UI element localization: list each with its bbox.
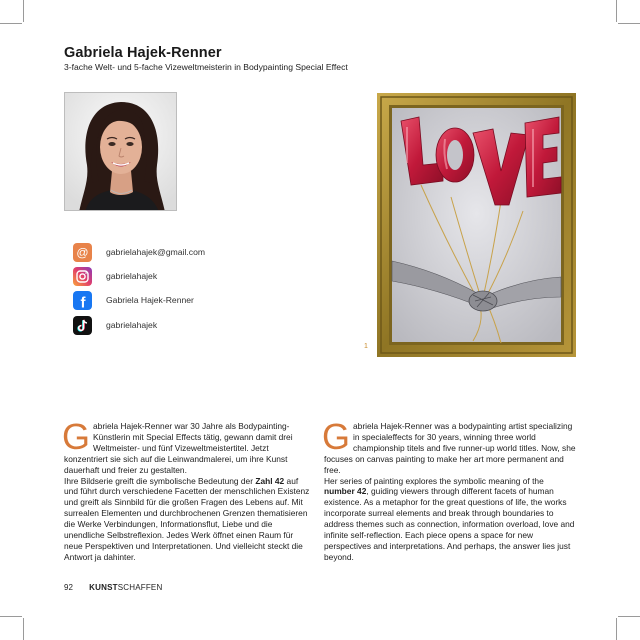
contact-instagram[interactable] [73, 266, 333, 286]
contact-tiktok[interactable] [73, 315, 333, 335]
contact-tiktok-text[interactable]: gabrielahajek [106, 320, 158, 330]
article-german [62, 416, 312, 563]
email-icon [73, 243, 92, 262]
page-subtitle: 3-fache Welt- und 5-fache Vizeweltmeisterin in Bodypainting Special Effect [64, 62, 348, 72]
article-english-body: Her series of painting explores the symbolic meaning of the number 42, guiding viewers through different facets of human existence. As a metaphor for the great questions of life, the works incorporate surreal elements and break through boundaries to address themes such as connection, information overload, love and infinite self-reflection. Each piece opens a space for new perspectives and interpretations. And perhaps, the answer lies just beyond. [324, 475, 575, 562]
contact-email[interactable] [73, 242, 333, 262]
crop-mark [0, 616, 22, 617]
figure-number: 1 [364, 343, 368, 350]
article-german-intro: abriela Hajek-Renner war 30 Jahre als Bodypainting-Künstlerin mit Special Effects tätig, gewann damit drei Weltmeister- und fünf Vizeweltmeistertitel. Jetzt konzentriert sie sich auf die Leinwandmalerei, um ihre Kunst dauerhaft und freier zu gestalten. [64, 421, 293, 475]
crop-mark [0, 23, 22, 24]
artwork-love-painting [377, 93, 576, 357]
instagram-icon [73, 267, 92, 286]
crop-mark [23, 618, 24, 640]
contact-email-text[interactable]: gabrielahajek@gmail.com [106, 247, 206, 257]
article-english-intro: abriela Hajek-Renner was a bodypainting artist specializing in specialeffects for 30 years, winning three world championship titels and five runner-up world titles. Now, she focuses on canvas painting to make her art more permanent and free. [324, 421, 576, 475]
facebook-icon [73, 291, 92, 310]
crop-mark [616, 0, 617, 22]
crop-mark [616, 618, 617, 640]
contact-facebook[interactable] [73, 290, 333, 310]
page-title: Gabriela Hajek-Renner [64, 45, 222, 61]
svg-text:@: @ [76, 245, 89, 259]
article-german-body: Ihre Bildserie greift die symbolische Bedeutung der Zahl 42 auf und führt durch verschiedene Facetten der menschlichen Existenz und greift als Sinnbild für die großen Fragen des Lebens auf. Mit surrealen Elementen und durchbrochenen Grenzen thematisieren die Werke Verbindungen, Informationsflut, Liebe und die unendliche Selbstreflexion. Jedes Werk öffnet einen Raum für neue Perspektiven und Interpretationen. Und vielleicht steckt die Antwort ja dahinter. [64, 475, 310, 562]
artist-portrait [64, 92, 177, 211]
crop-mark [618, 23, 640, 24]
crop-mark [618, 616, 640, 617]
tiktok-icon [73, 316, 92, 335]
contact-facebook-text[interactable]: Gabriela Hajek-Renner [106, 295, 194, 305]
magazine-brand: KUNSTSCHAFFEN [89, 583, 163, 592]
page-number: 92 [64, 583, 73, 592]
dropcap-german: G [62, 416, 91, 457]
contact-instagram-text[interactable]: gabrielahajek [106, 271, 158, 281]
page-footer [64, 583, 162, 592]
dropcap-english: G [322, 416, 351, 457]
article-english [322, 416, 576, 563]
crop-mark [23, 0, 24, 22]
svg-text:f: f [80, 294, 86, 310]
